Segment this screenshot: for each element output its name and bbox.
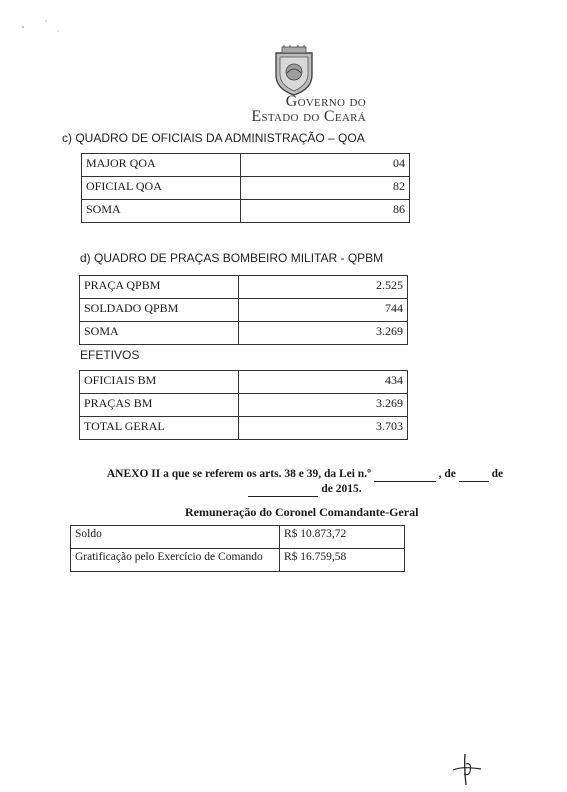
row-label: OFICIAIS BM xyxy=(80,371,239,394)
table-row xyxy=(80,276,408,299)
annex-text-part2: , de xyxy=(438,468,456,480)
handwritten-initial-icon xyxy=(448,752,488,788)
annex-text-part3: de xyxy=(491,468,504,480)
table-row xyxy=(80,322,408,345)
table-row xyxy=(80,394,408,417)
row-value: R$ 10.873,72 xyxy=(280,526,405,549)
day-blank xyxy=(459,471,489,482)
row-label: SOLDADO QPBM xyxy=(80,299,239,322)
row-label: TOTAL GERAL xyxy=(80,417,239,440)
row-label: PRAÇAS BM xyxy=(80,394,239,417)
annex-heading xyxy=(100,467,510,497)
remuneration-table xyxy=(70,525,405,572)
row-label: MAJOR QOA xyxy=(82,154,241,177)
row-value: 86 xyxy=(241,200,410,223)
row-value: 82 xyxy=(241,177,410,200)
annex-text-part4: de 2015. xyxy=(321,483,362,495)
table-row xyxy=(80,371,408,394)
section-d-title: d) QUADRO DE PRAÇAS BOMBEIRO MILITAR - QPBM xyxy=(80,251,384,265)
efetivos-title: EFETIVOS xyxy=(80,348,140,362)
table-row xyxy=(80,417,408,440)
row-value: 04 xyxy=(241,154,410,177)
government-title-line1: Governo do xyxy=(285,93,366,110)
row-value: 3.269 xyxy=(239,394,408,417)
remuneration-title: Remuneração do Coronel Comandante-Geral xyxy=(185,505,419,519)
scan-speck-marks xyxy=(20,15,60,35)
table-row xyxy=(82,200,410,223)
row-label: Gratificação pelo Exercício de Comando xyxy=(71,549,280,572)
table-row xyxy=(71,549,405,572)
row-label: PRAÇA QPBM xyxy=(80,276,239,299)
government-title-line2: Estado do Ceará xyxy=(251,108,366,125)
law-number-blank xyxy=(374,471,436,482)
row-value: 3.269 xyxy=(239,322,408,345)
table-row xyxy=(71,526,405,549)
row-label: OFICIAL QOA xyxy=(82,177,241,200)
row-label: SOMA xyxy=(82,200,241,223)
row-value: 3.703 xyxy=(239,417,408,440)
state-seal-icon xyxy=(270,45,318,97)
row-value: 434 xyxy=(239,371,408,394)
month-blank xyxy=(248,486,318,497)
table-row xyxy=(80,299,408,322)
qpbm-table xyxy=(79,275,408,345)
qoa-table xyxy=(81,153,410,223)
row-value: 744 xyxy=(239,299,408,322)
table-row xyxy=(82,154,410,177)
row-label: SOMA xyxy=(80,322,239,345)
annex-text-part1: ANEXO II a que se referem os arts. 38 e 39, da Lei n.º xyxy=(106,468,371,480)
table-row xyxy=(82,177,410,200)
row-value: R$ 16.759,58 xyxy=(280,549,405,572)
row-label: Soldo xyxy=(71,526,280,549)
government-title xyxy=(236,94,366,124)
section-c-title: c) QUADRO DE OFICIAIS DA ADMINISTRAÇÃO – QOA xyxy=(62,131,365,145)
efetivos-table xyxy=(79,370,408,440)
row-value: 2.525 xyxy=(239,276,408,299)
